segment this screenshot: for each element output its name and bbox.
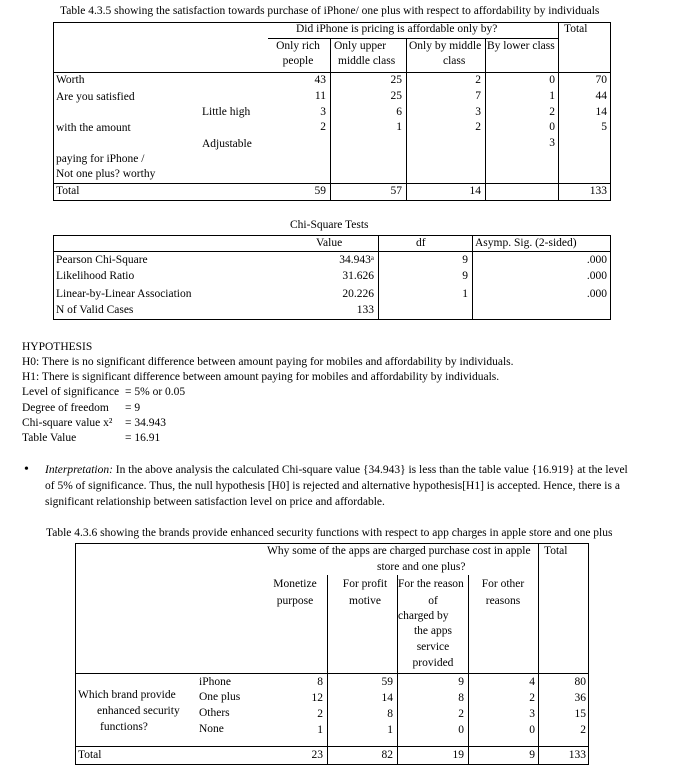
t2-col-head: charged by xyxy=(398,610,449,622)
t2-col-head: reasons xyxy=(485,595,521,607)
t1-cell: 6 xyxy=(396,106,402,118)
t2-cell: 12 xyxy=(311,692,323,704)
table1-caption: Table 4.3.5 showing the satisfaction towards purchase of iPhone/ one plus with respect to affordability by individuals xyxy=(60,5,600,17)
hyp-value: = 9 xyxy=(125,402,141,414)
t2-row-label: Which brand provide xyxy=(78,689,176,701)
hyp-key: Table Value xyxy=(22,432,77,444)
table1-header-total: Total xyxy=(564,23,588,35)
t2-total-label: Total xyxy=(78,749,102,761)
chi-row-label: Pearson Chi-Square xyxy=(56,254,148,266)
t2-cell: 8 xyxy=(458,692,464,704)
interpretation-label: Interpretation: xyxy=(45,464,113,476)
t2-cell: 2 xyxy=(458,708,464,720)
t1-cell: 25 xyxy=(390,74,402,86)
t1-cell: 2 xyxy=(475,74,481,86)
t2-total: 133 xyxy=(568,749,586,761)
chi-sig: .000 xyxy=(586,254,607,266)
t2-cell: 4 xyxy=(529,676,535,688)
t2-cell: 2 xyxy=(580,724,586,736)
t2-cell: 8 xyxy=(387,708,393,720)
t1-col-head: Only rich xyxy=(276,40,320,52)
chi-header: Value xyxy=(316,237,343,249)
t2-cell: 14 xyxy=(381,692,393,704)
hypothesis-h1: H1: There is significant difference between amount paying for mobiles and affordability by individuals. xyxy=(22,371,500,383)
t1-col-head: Only by middle xyxy=(409,40,482,52)
t2-col-head: of xyxy=(428,595,438,607)
t1-col-head: By lower class xyxy=(487,40,555,52)
table2-header: store and one plus? xyxy=(377,561,466,573)
chi-value: 133 xyxy=(356,304,374,316)
t2-col-head: For other xyxy=(481,578,525,590)
chi-row-label: Likelihood Ratio xyxy=(56,270,135,282)
t1-cell: 1 xyxy=(549,90,555,102)
t1-cell: 3 xyxy=(320,106,326,118)
chi-header: Asymp. Sig. (2-sided) xyxy=(475,237,577,249)
chi-sig: .000 xyxy=(586,288,607,300)
chi-sig: .000 xyxy=(586,270,607,282)
t1-cell: 7 xyxy=(475,90,481,102)
chi-value: 20.226 xyxy=(342,288,374,300)
t2-col-head: For the reason xyxy=(398,578,464,590)
t2-cell: 59 xyxy=(381,676,393,688)
t2-col-head: provided xyxy=(412,657,454,669)
t1-cell: 70 xyxy=(595,74,607,86)
t2-cell: 1 xyxy=(387,724,393,736)
t2-cell: 2 xyxy=(529,692,535,704)
t1-col-head: Only upper xyxy=(334,40,387,52)
t2-sub-label: Others xyxy=(199,707,230,719)
t2-cell: 3 xyxy=(529,708,535,720)
t1-cell: 2 xyxy=(475,121,481,133)
t1-row-label: Are you satisfied xyxy=(56,91,135,103)
hyp-key: Degree of freedom xyxy=(22,402,109,414)
t1-cell: 2 xyxy=(320,121,326,133)
interpretation-line: significant relationship between satisfaction level on price and affordable. xyxy=(45,496,385,508)
chi-df: 1 xyxy=(462,288,468,300)
hyp-key: Level of significance xyxy=(22,386,120,398)
hyp-value: = 5% or 0.05 xyxy=(125,386,186,398)
chi-title: Chi-Square Tests xyxy=(290,219,369,231)
chi-row-label: Linear-by-Linear Association xyxy=(56,288,192,300)
t2-col-head: service xyxy=(416,641,450,653)
table1-header-main: Did iPhone is pricing is affordable only by? xyxy=(296,23,498,35)
t2-cell: 80 xyxy=(574,676,586,688)
t2-total: 9 xyxy=(529,749,535,761)
t1-total-label: Total xyxy=(56,185,80,197)
t1-col-head: people xyxy=(282,55,314,67)
t2-cell: 1 xyxy=(317,724,323,736)
t2-sub-label: None xyxy=(199,723,224,735)
t1-row-label: with the amount xyxy=(56,122,131,134)
t1-col-head: middle class xyxy=(338,55,396,67)
hyp-value: = 16.91 xyxy=(125,432,161,444)
t2-col-head: the apps xyxy=(413,625,452,637)
chi-header: df xyxy=(416,237,426,249)
t2-cell: 15 xyxy=(574,708,586,720)
hypothesis-title: HYPOTHESIS xyxy=(22,341,93,353)
t1-total: 14 xyxy=(469,185,481,197)
t1-row-label: Not one plus? worthy xyxy=(56,168,156,180)
hyp-value: = 34.943 xyxy=(125,417,166,429)
t1-sub-label: Adjustable xyxy=(202,138,252,150)
t2-cell: 0 xyxy=(458,724,464,736)
chi-row-label: N of Valid Cases xyxy=(56,304,134,316)
t1-cell: 1 xyxy=(396,121,402,133)
t1-cell: 3 xyxy=(549,137,555,149)
t2-sub-label: One plus xyxy=(199,691,241,703)
t1-row-label: Worth xyxy=(56,74,85,86)
t2-col-head: For profit xyxy=(342,578,388,590)
t1-cell: 14 xyxy=(595,106,607,118)
hypothesis-h0: H0: There is no significant difference between amount paying for mobiles and affordability by individuals. xyxy=(22,356,514,368)
t2-sub-label: iPhone xyxy=(199,676,231,688)
hyp-key: Chi-square value x² xyxy=(22,417,113,429)
t2-cell: 2 xyxy=(317,708,323,720)
interpretation-line: In the above analysis the calculated Chi-square value {34.943} is less than the table value {16.919} at the level xyxy=(115,464,628,476)
t1-cell: 5 xyxy=(601,121,607,133)
t1-cell: 2 xyxy=(549,106,555,118)
t2-col-head: purpose xyxy=(276,595,314,607)
interpretation-line: of 5% of significance. Thus, the null hypothesis [H0] is rejected and alternative hypothesis[H1] is accepted. Hence, there is a xyxy=(45,480,620,492)
t2-row-label: functions? xyxy=(100,721,148,733)
t2-cell: 8 xyxy=(317,676,323,688)
table2-caption: Table 4.3.6 showing the brands provide enhanced security functions with respect to app charges in apple store and one plus xyxy=(46,527,613,539)
chi-value: 31.626 xyxy=(342,270,374,282)
t2-total: 82 xyxy=(381,749,393,761)
t2-col-head: motive xyxy=(349,595,381,607)
t1-col-head: class xyxy=(443,55,466,67)
t1-row-label: paying for iPhone / xyxy=(56,153,145,165)
t1-total: 133 xyxy=(589,185,607,197)
chi-df: 9 xyxy=(462,270,468,282)
table2-header-total: Total xyxy=(544,545,568,557)
t1-cell: 43 xyxy=(314,74,326,86)
t1-cell: 11 xyxy=(314,90,326,102)
t2-cell: 0 xyxy=(529,724,535,736)
bullet-icon: • xyxy=(24,462,29,477)
t1-total: 59 xyxy=(314,185,326,197)
chi-df: 9 xyxy=(462,254,468,266)
t1-total: 57 xyxy=(390,185,402,197)
t1-cell: 3 xyxy=(475,106,481,118)
chi-value: 34.943ᵃ xyxy=(339,254,374,266)
t2-row-label: enhanced security xyxy=(97,705,180,717)
t1-cell: 25 xyxy=(390,90,402,102)
t2-col-head: Monetize xyxy=(273,578,317,590)
table2-header: Why some of the apps are charged purchase cost in apple xyxy=(267,545,531,557)
t2-total: 23 xyxy=(311,749,323,761)
t2-cell: 9 xyxy=(458,676,464,688)
t1-cell: 0 xyxy=(549,74,555,86)
t2-cell: 36 xyxy=(574,692,586,704)
t1-cell: 0 xyxy=(549,121,555,133)
t2-total: 19 xyxy=(452,749,464,761)
t1-sub-label: Little high xyxy=(202,106,251,118)
t1-cell: 44 xyxy=(595,90,607,102)
